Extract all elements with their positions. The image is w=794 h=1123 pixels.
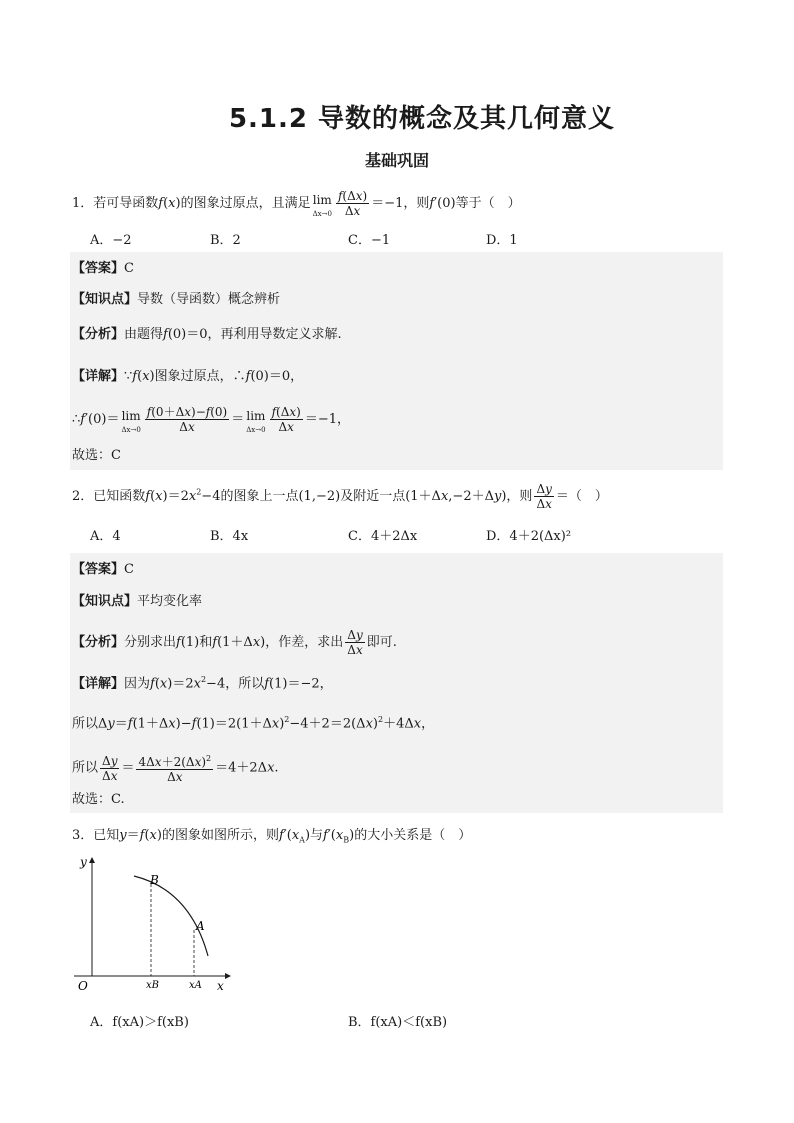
- tick-xb-label: xB: [146, 980, 159, 991]
- option-c[interactable]: C．−1: [348, 233, 391, 248]
- q1-analysis: 【分析】由题得f(0)＝0，再利用导数定义求解.: [72, 327, 342, 342]
- x-axis-label: x: [217, 979, 224, 993]
- q2-derivation-2: 所以 $\frac{\Delta y}{\Delta x}$ ＝ $\frac{4\Delta x+2(\Delta x)^2}{\Delta x}$ ＝4＋2Δx.: [72, 753, 279, 784]
- q1-derivation: ∴f′(0)＝ lim Δx→0 $\frac{f(0+\Delta x)-f(0)}{\Delta x}$ ＝ lim Δx→0 $\frac{f(\Delta x)}{\Delta x}$ ＝−1，: [72, 405, 351, 434]
- q1-answer: 【答案】C: [72, 261, 134, 276]
- option-a[interactable]: A．−2: [90, 233, 132, 248]
- option-a[interactable]: A．f(xA)＞f(xB): [90, 1015, 189, 1030]
- q2-choice: 故选：C.: [72, 792, 125, 807]
- option-d[interactable]: D．1: [486, 233, 518, 248]
- q2-knowledge: 【知识点】平均变化率: [72, 594, 203, 609]
- q1-detail: 【详解】∵f(x)图象过原点，∴f(0)＝0，: [72, 369, 304, 384]
- option-d[interactable]: D．4＋2(Δx)²: [486, 529, 572, 544]
- question-3-stem: 3．已知y＝f(x)的图象如图所示，则$f'(x_A)$与$f'(x_B)$的大小关系是（ ）: [72, 828, 472, 845]
- q2-analysis: 【分析】分别求出f(1)和f(1＋Δx)，作差，求出 $\frac{\Delta y}{\Delta x}$ 即可.: [72, 628, 397, 657]
- fraction: $\frac{f(\Delta x)}{\Delta x}$: [337, 189, 368, 218]
- question-1-stem: 1．若可导函数f(x)的图象过原点，且满足 lim Δx→0 $\frac{f(\Delta x)}{\Delta x}$ ＝−1，则f′(0)等于（ ）: [72, 189, 521, 218]
- y-axis-label: y: [80, 855, 87, 869]
- q2-answer: 【答案】C: [72, 562, 134, 577]
- function-graph: [70, 852, 240, 998]
- option-a[interactable]: A．4: [90, 529, 121, 544]
- point-a-label: A: [196, 919, 205, 933]
- option-c[interactable]: C．4＋2Δx: [348, 529, 418, 544]
- option-b[interactable]: B．f(xA)＜f(xB): [348, 1015, 448, 1030]
- function-curve: [134, 876, 208, 956]
- question-2-stem: 2．已知函数$f(x)=2x^2-4$的图象上一点(1,−2)及附近一点(1＋Δx,−2＋Δy)，则 $\frac{\Delta y}{\Delta x}$ ＝（ ）: [72, 482, 608, 511]
- q2-detail: 【详解】因为$f(x)=2x^2-4$，所以f(1)＝−2，: [72, 675, 333, 692]
- origin-label: O: [78, 979, 88, 993]
- limit-symbol: lim Δx→0: [312, 192, 332, 218]
- page-title: 5.1.2 导数的概念及其几何意义: [228, 104, 616, 134]
- q1-knowledge: 【知识点】导数（导函数）概念辨析: [72, 292, 281, 307]
- q2-derivation-1: 所以$\Delta y=f(1+\Delta x)-f(1)=2(1+\Delta x)^2-4+2=2(\Delta x)^2+4\Delta x$，: [72, 715, 435, 732]
- answer-block-1: [70, 252, 723, 470]
- option-b[interactable]: B．2: [210, 233, 241, 248]
- q1-choice: 故选：C: [72, 448, 121, 463]
- option-b[interactable]: B．4x: [210, 529, 249, 544]
- section-subtitle: 基础巩固: [364, 151, 429, 170]
- point-b-label: B: [150, 873, 159, 887]
- tick-xa-label: xA: [189, 980, 202, 991]
